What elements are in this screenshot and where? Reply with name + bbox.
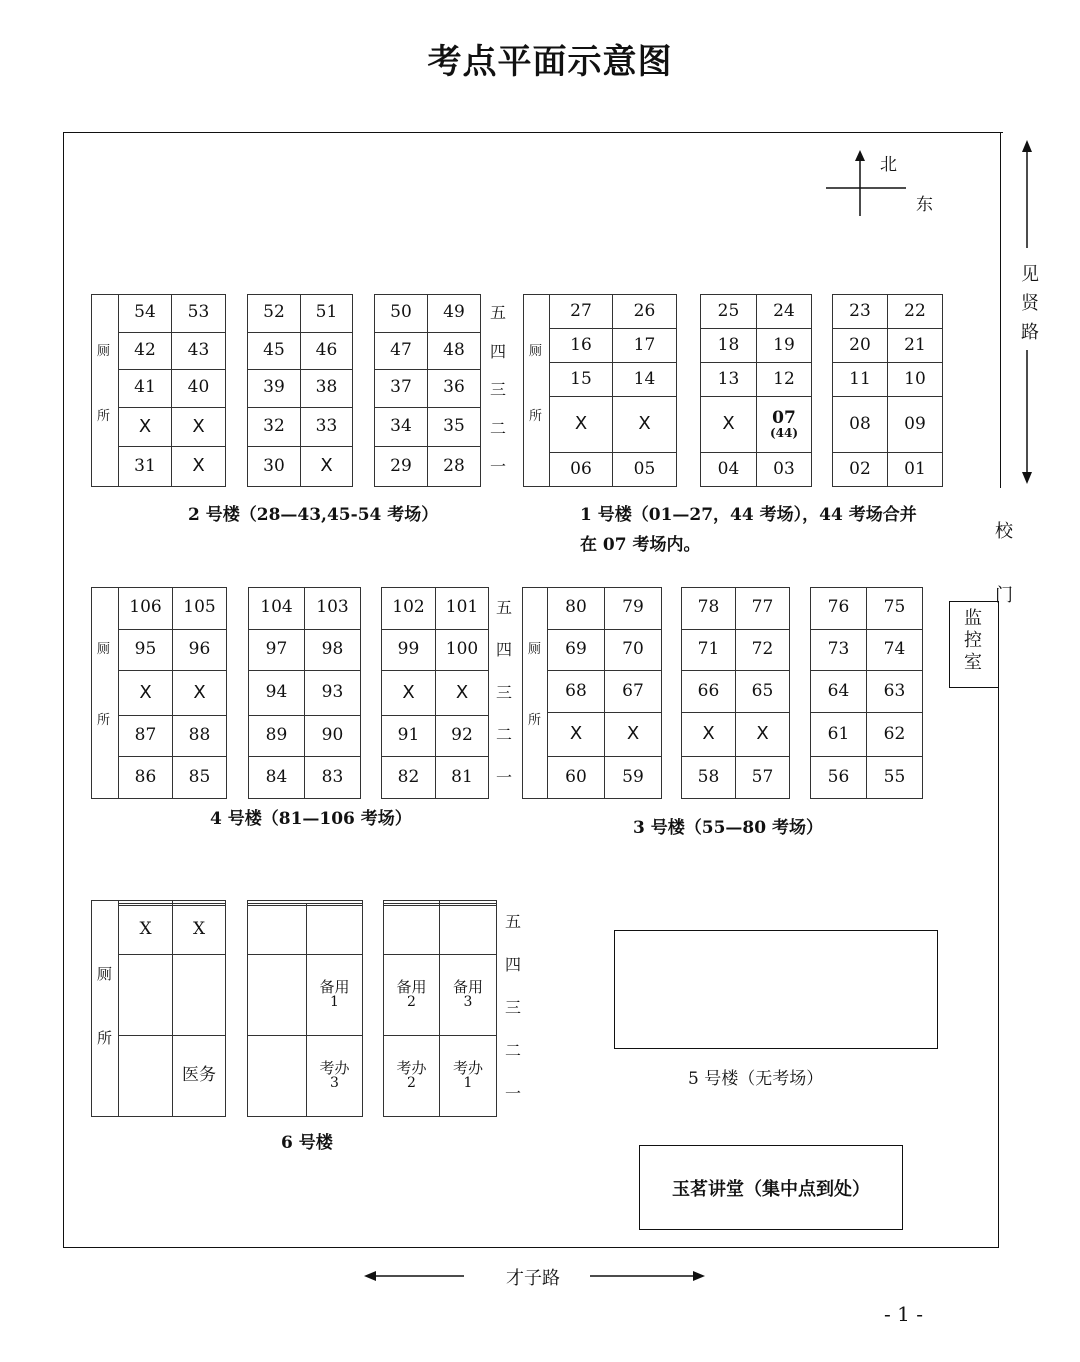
exam-room: 49 xyxy=(428,295,481,333)
exam-room: 32 xyxy=(248,407,301,447)
exam-room: 52 xyxy=(248,295,301,333)
exam-office-1: 考办 1 xyxy=(440,1035,497,1116)
exam-room: 04 xyxy=(701,452,757,486)
floor-label: 五 xyxy=(495,598,512,617)
exam-room: 33 xyxy=(301,407,353,447)
corridor xyxy=(227,588,249,799)
corridor xyxy=(361,588,382,799)
spare-room-3: 备用 3 xyxy=(440,954,497,1035)
floor-label: 三 xyxy=(504,998,521,1017)
exam-room: 76 xyxy=(811,588,867,630)
exam-room: 42 xyxy=(119,332,172,370)
school-gate-label: 校 门 xyxy=(995,521,1013,606)
exam-room: 66 xyxy=(682,671,736,713)
floor-labels-lower xyxy=(504,900,522,1115)
exam-room: 104 xyxy=(249,588,305,630)
exam-room: 10 xyxy=(888,363,943,397)
floor-label: 二 xyxy=(504,1041,521,1060)
exam-room: 35 xyxy=(428,407,481,447)
exam-room: 17 xyxy=(613,329,677,363)
corridor xyxy=(226,901,248,1117)
toilet-cell: 厕 所 xyxy=(524,295,550,487)
corridor xyxy=(662,588,682,799)
campus-boundary-bottom xyxy=(63,1247,999,1248)
room-cell xyxy=(119,1035,173,1116)
exam-room: 81 xyxy=(436,757,489,799)
room-unused: X xyxy=(119,407,172,447)
exam-room: 73 xyxy=(811,629,867,671)
corridor xyxy=(353,295,375,487)
exam-room: 21 xyxy=(888,329,943,363)
building-1 xyxy=(523,294,943,487)
exam-room: 31 xyxy=(119,447,172,487)
compass-east-label: 东 xyxy=(916,195,933,215)
corridor xyxy=(790,588,811,799)
room-cell xyxy=(173,954,226,1035)
hall xyxy=(639,1145,903,1230)
exam-room: 94 xyxy=(249,671,305,715)
room-unused: X xyxy=(613,397,677,452)
exam-room: 61 xyxy=(811,713,867,757)
floor-label: 二 xyxy=(489,418,506,438)
exam-room: 100 xyxy=(436,629,489,671)
building-6-caption: 6 号楼 xyxy=(281,1133,333,1153)
toilet-cell: 厕 所 xyxy=(92,295,119,487)
exam-room: 64 xyxy=(811,671,867,713)
exam-room: 06 xyxy=(550,452,613,486)
building-5-caption: 5 号楼（无考场） xyxy=(688,1069,824,1089)
exam-room: 93 xyxy=(305,671,361,715)
exam-room: 30 xyxy=(248,447,301,487)
exam-room: 77 xyxy=(736,588,790,630)
exam-room: 102 xyxy=(382,588,436,630)
spare-room-2: 备用 2 xyxy=(384,954,440,1035)
exam-room: 68 xyxy=(548,671,605,713)
floor-label: 一 xyxy=(504,1084,521,1103)
exam-room: 89 xyxy=(249,715,305,757)
floor-label: 一 xyxy=(489,457,506,477)
exam-room: 45 xyxy=(248,332,301,370)
corridor xyxy=(363,901,384,1117)
exam-room: 20 xyxy=(833,329,888,363)
exam-room: 02 xyxy=(833,452,888,486)
corridor xyxy=(812,295,833,487)
exam-room: 03 xyxy=(757,452,812,486)
building-4-caption: 4 号楼（81—106 考场） xyxy=(210,809,412,829)
exam-room: 58 xyxy=(682,757,736,799)
exam-room: 91 xyxy=(382,715,436,757)
exam-room: 13 xyxy=(701,363,757,397)
exam-room: 85 xyxy=(173,757,227,799)
exam-room: 43 xyxy=(172,332,226,370)
building-3-caption: 3 号楼（55—80 考场） xyxy=(633,818,823,838)
road-south-label: 才子路 xyxy=(506,1268,560,1289)
room-unused: X xyxy=(701,397,757,452)
exam-room: 24 xyxy=(757,295,812,329)
exam-room: 07 (44) xyxy=(757,397,812,452)
exam-room: 14 xyxy=(613,363,677,397)
campus-boundary-right-north xyxy=(1000,132,1001,488)
exam-room: 34 xyxy=(375,407,428,447)
exam-room: 11 xyxy=(833,363,888,397)
exam-room: 90 xyxy=(305,715,361,757)
exam-room: 86 xyxy=(119,757,173,799)
building-5 xyxy=(614,930,938,1049)
exam-room: 36 xyxy=(428,370,481,408)
merged-room-note: (44) xyxy=(769,425,799,440)
room-unused: X xyxy=(172,407,226,447)
exam-room: 40 xyxy=(172,370,226,408)
floor-label: 四 xyxy=(489,341,506,361)
exam-room: 60 xyxy=(548,757,605,799)
campus-boundary-left xyxy=(63,132,64,1248)
exam-office-3: 考办 3 xyxy=(307,1035,363,1116)
exam-room: 71 xyxy=(682,629,736,671)
floor-label: 四 xyxy=(495,640,512,660)
room-unused: X xyxy=(119,671,173,715)
room-unused: X xyxy=(301,447,353,487)
exam-room: 51 xyxy=(301,295,353,333)
hall-label: 玉茗讲堂（集中点到处） xyxy=(672,1178,870,1200)
medical-room: 医务 xyxy=(173,1035,226,1116)
exam-room: 41 xyxy=(119,370,172,408)
corridor xyxy=(677,295,701,487)
exam-room: 18 xyxy=(701,329,757,363)
exam-room: 79 xyxy=(605,588,662,630)
exam-room: 87 xyxy=(119,715,173,757)
exam-room: 83 xyxy=(305,757,361,799)
room-unused: X xyxy=(173,671,227,715)
exam-room: 56 xyxy=(811,757,867,799)
room-cell xyxy=(119,954,173,1035)
exam-room: 92 xyxy=(436,715,489,757)
exam-room: 15 xyxy=(550,363,613,397)
toilet-cell: 厕 所 xyxy=(523,588,548,799)
exam-room: 62 xyxy=(867,713,923,757)
exam-room: 74 xyxy=(867,629,923,671)
exam-room: 75 xyxy=(867,588,923,630)
exam-room: 22 xyxy=(888,295,943,329)
exam-room: 106 xyxy=(119,588,173,630)
exam-room: 54 xyxy=(119,295,172,333)
compass-north-label: 北 xyxy=(880,155,897,175)
exam-room: 88 xyxy=(173,715,227,757)
floor-label: 五 xyxy=(504,912,521,931)
room-unused: X xyxy=(119,906,173,955)
room-unused: X xyxy=(736,713,790,757)
exam-room: 53 xyxy=(172,295,226,333)
floor-label: 三 xyxy=(495,682,512,702)
campus-boundary-right-south xyxy=(998,606,999,1248)
exam-room: 01 xyxy=(888,452,943,486)
exam-room: 99 xyxy=(382,629,436,671)
floor-labels-upper xyxy=(489,294,507,487)
building-4 xyxy=(91,587,489,799)
exam-room: 63 xyxy=(867,671,923,713)
exam-room: 05 xyxy=(613,452,677,486)
road-east-label: 见 贤 路 xyxy=(1021,264,1039,343)
exam-room: 105 xyxy=(173,588,227,630)
exam-room: 55 xyxy=(867,757,923,799)
room-unused: X xyxy=(436,671,489,715)
exam-room: 16 xyxy=(550,329,613,363)
exam-room: 38 xyxy=(301,370,353,408)
room-unused: X xyxy=(548,713,605,757)
exam-room: 82 xyxy=(382,757,436,799)
exam-room: 19 xyxy=(757,329,812,363)
exam-room: 12 xyxy=(757,363,812,397)
exam-room: 28 xyxy=(428,447,481,487)
floor-label: 二 xyxy=(495,725,512,745)
exam-room: 29 xyxy=(375,447,428,487)
building-2-caption: 2 号楼（28—43,45-54 考场） xyxy=(188,505,439,525)
exam-room: 08 xyxy=(833,397,888,452)
toilet-cell: 厕 所 xyxy=(92,901,119,1117)
exam-room: 70 xyxy=(605,629,662,671)
exam-room: 23 xyxy=(833,295,888,329)
exam-room: 57 xyxy=(736,757,790,799)
exam-room: 59 xyxy=(605,757,662,799)
exam-room: 103 xyxy=(305,588,361,630)
exam-room: 48 xyxy=(428,332,481,370)
spare-room-1: 备用 1 xyxy=(307,954,363,1035)
exam-room: 27 xyxy=(550,295,613,329)
exam-room: 95 xyxy=(119,629,173,671)
exam-room: 98 xyxy=(305,629,361,671)
building-6 xyxy=(91,900,497,1117)
room-cell xyxy=(248,954,307,1035)
floor-label: 一 xyxy=(495,767,512,787)
room-cell xyxy=(248,1035,307,1116)
exam-room: 65 xyxy=(736,671,790,713)
floor-label: 五 xyxy=(489,303,506,322)
exam-room: 47 xyxy=(375,332,428,370)
toilet-cell: 厕 所 xyxy=(92,588,119,799)
exam-office-2: 考办 2 xyxy=(384,1035,440,1116)
room-cell xyxy=(384,906,440,955)
floor-label: 四 xyxy=(504,955,521,974)
exam-room: 96 xyxy=(173,629,227,671)
room-unused: X xyxy=(172,447,226,487)
exam-room: 09 xyxy=(888,397,943,452)
building-1-caption-line1: 1 号楼（01—27，44 考场），44 考场合并 xyxy=(580,505,917,525)
exam-room: 50 xyxy=(375,295,428,333)
floor-labels-middle xyxy=(495,587,513,799)
exam-room: 72 xyxy=(736,629,790,671)
exam-room: 25 xyxy=(701,295,757,329)
room-cell xyxy=(307,906,363,955)
exam-room: 101 xyxy=(436,588,489,630)
room-unused: X xyxy=(682,713,736,757)
corridor xyxy=(226,295,248,487)
building-1-caption-line2: 在 07 考场内。 xyxy=(580,535,701,555)
exam-room: 69 xyxy=(548,629,605,671)
exam-room: 67 xyxy=(605,671,662,713)
exam-room: 37 xyxy=(375,370,428,408)
exam-room: 39 xyxy=(248,370,301,408)
campus-boundary-top xyxy=(63,132,1003,133)
exam-room: 46 xyxy=(301,332,353,370)
building-3 xyxy=(522,587,923,799)
exam-room: 97 xyxy=(249,629,305,671)
room-unused: X xyxy=(173,906,226,955)
building-2 xyxy=(91,294,481,487)
room-unused: X xyxy=(605,713,662,757)
exam-room: 80 xyxy=(548,588,605,630)
monitor-room: 监 控 室 xyxy=(949,601,999,688)
exam-room: 78 xyxy=(682,588,736,630)
room-cell xyxy=(440,906,497,955)
room-unused: X xyxy=(382,671,436,715)
page-number: - 1 - xyxy=(884,1302,923,1326)
page-title: 考点平面示意图 xyxy=(427,42,673,82)
room-unused: X xyxy=(550,397,613,452)
exam-room: 84 xyxy=(249,757,305,799)
exam-room: 26 xyxy=(613,295,677,329)
floor-label: 三 xyxy=(489,380,506,400)
room-cell xyxy=(248,906,307,955)
